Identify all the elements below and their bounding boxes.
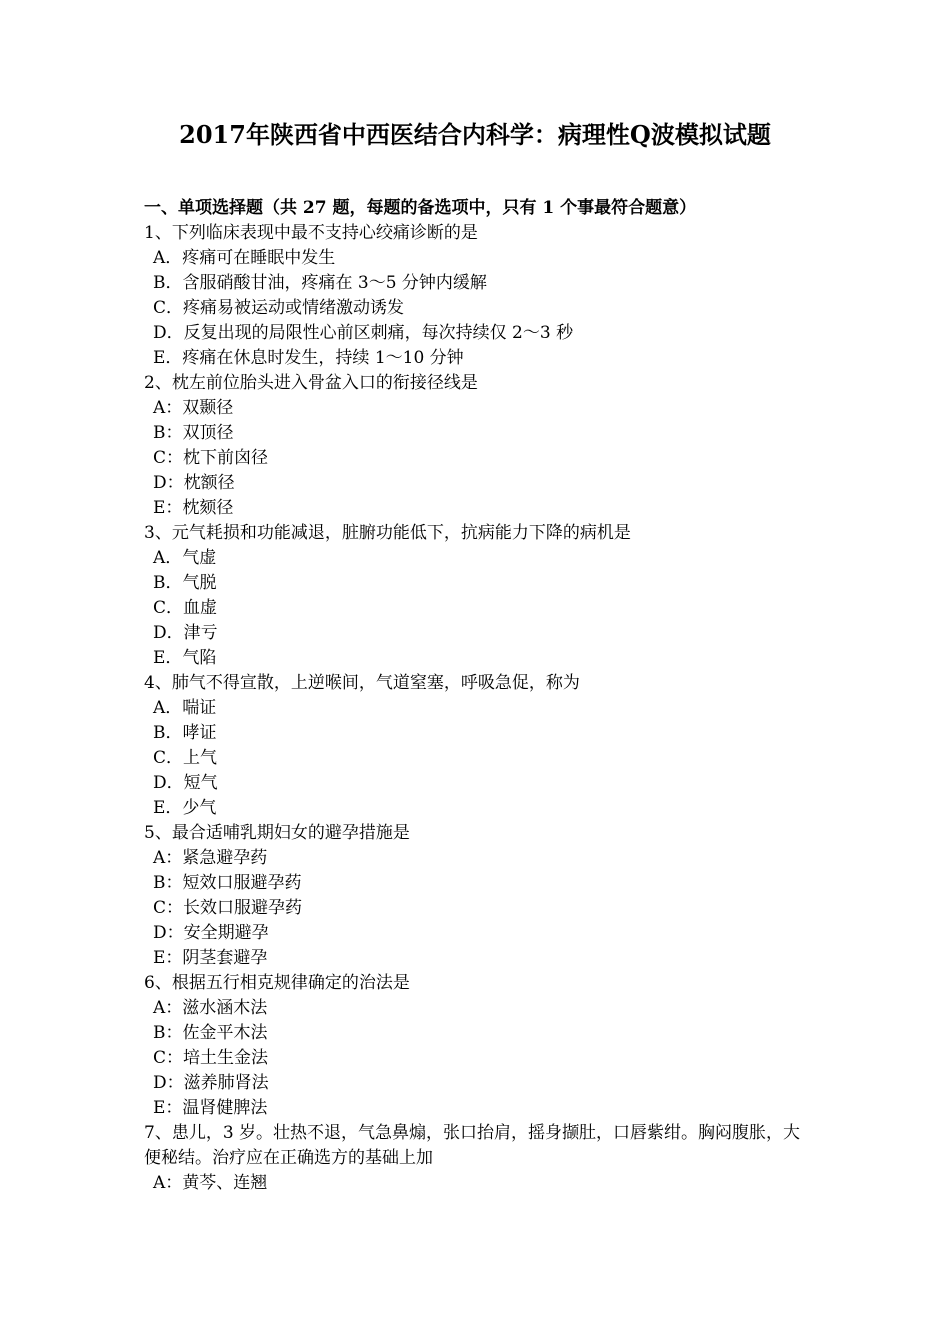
question-option: D：枕额径 bbox=[153, 473, 235, 493]
question-option: A：紧急避孕药 bbox=[153, 848, 268, 868]
question-option: C．血虚 bbox=[153, 598, 218, 618]
question-option: B：短效口服避孕药 bbox=[153, 873, 302, 893]
question-3 bbox=[144, 521, 814, 671]
question-option: D．津亏 bbox=[153, 623, 218, 643]
question-4 bbox=[144, 671, 814, 821]
question-option: C：培土生金法 bbox=[153, 1048, 269, 1068]
question-option: B．哮证 bbox=[153, 723, 217, 743]
question-option: D：滋养肺肾法 bbox=[153, 1073, 269, 1093]
question-option: D．反复出现的局限性心前区刺痛，每次持续仅 2～3 秒 bbox=[153, 323, 574, 343]
document-title: 2017年陕西省中西医结合内科学：病理性Q波模拟试题 bbox=[179, 120, 771, 149]
question-option: A．喘证 bbox=[153, 698, 217, 718]
question-5 bbox=[144, 821, 814, 971]
question-option: C．上气 bbox=[153, 748, 218, 768]
question-option: B：佐金平木法 bbox=[153, 1023, 268, 1043]
question-6 bbox=[144, 971, 814, 1121]
question-option: C：长效口服避孕药 bbox=[153, 898, 303, 918]
question-option: D．短气 bbox=[153, 773, 218, 793]
question-stem: 4、肺气不得宣散，上逆喉间，气道窒塞，呼吸急促，称为 bbox=[144, 673, 580, 693]
question-stem: 2、枕左前位胎头进入骨盆入口的衔接径线是 bbox=[144, 373, 478, 393]
question-option: C．疼痛易被运动或情绪激动诱发 bbox=[153, 298, 405, 318]
question-option: E：阴茎套避孕 bbox=[153, 948, 268, 968]
question-option: C：枕下前囟径 bbox=[153, 448, 269, 468]
question-option: A：双颞径 bbox=[153, 398, 234, 418]
question-option: A．气虚 bbox=[153, 548, 217, 568]
document-body bbox=[144, 196, 814, 1196]
question-option: E：枕颏径 bbox=[153, 498, 234, 518]
question-option: B：双顶径 bbox=[153, 423, 234, 443]
question-option: B．气脱 bbox=[153, 573, 217, 593]
section-header: 一、单项选择题（共 27 题，每题的备选项中，只有 1 个事最符合题意） bbox=[144, 198, 697, 218]
question-1 bbox=[144, 221, 814, 371]
question-option: E．少气 bbox=[153, 798, 217, 818]
question-stem: 1、下列临床表现中最不支持心绞痛诊断的是 bbox=[144, 223, 478, 243]
question-option: A：黄芩、连翘 bbox=[153, 1173, 268, 1193]
question-stem: 7、患儿，3 岁。壮热不退，气急鼻煽，张口抬肩，摇身撷肚，口唇紫绀。胸闷腹胀，大便秘结。治疗应在正确选方的基础上加 bbox=[144, 1123, 801, 1168]
question-option: E．疼痛在休息时发生，持续 1～10 分钟 bbox=[153, 348, 464, 368]
question-stem: 6、根据五行相克规律确定的治法是 bbox=[144, 973, 410, 993]
question-option: E．气陷 bbox=[153, 648, 217, 668]
question-7 bbox=[144, 1121, 814, 1196]
question-option: E：温肾健脾法 bbox=[153, 1098, 268, 1118]
question-option: D：安全期避孕 bbox=[153, 923, 269, 943]
question-2 bbox=[144, 371, 814, 521]
question-option: B．含服硝酸甘油，疼痛在 3～5 分钟内缓解 bbox=[153, 273, 487, 293]
question-option: A．疼痛可在睡眠中发生 bbox=[153, 248, 336, 268]
question-stem: 3、元气耗损和功能减退，脏腑功能低下，抗病能力下降的病机是 bbox=[144, 523, 631, 543]
question-stem: 5、最合适哺乳期妇女的避孕措施是 bbox=[144, 823, 410, 843]
question-option: A：滋水涵木法 bbox=[153, 998, 268, 1018]
